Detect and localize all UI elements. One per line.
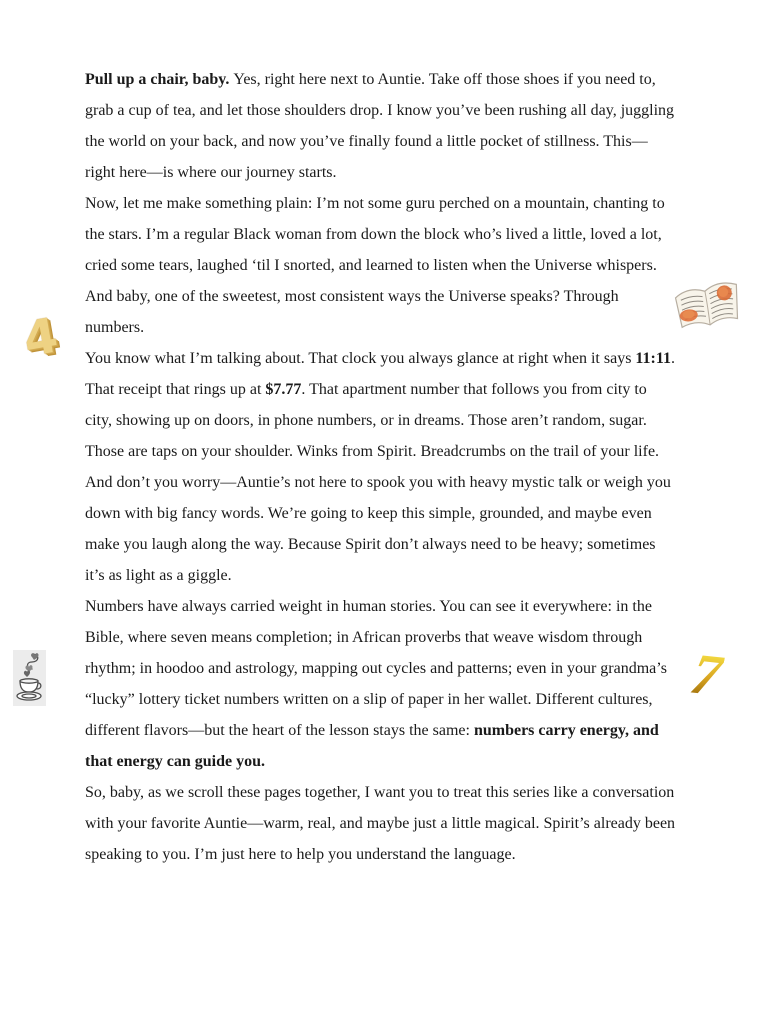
text-line: that energy can guide you. (85, 753, 265, 770)
text-line: Pull up a chair, baby. Yes, right here next to Auntie. Take off those shoes if you need to, (85, 71, 656, 88)
text-line: And baby, one of the sweetest, most consistent ways the Universe speaks? Through (85, 288, 619, 305)
text-line: speaking to you. I’m just here to help you understand the language. (85, 846, 516, 863)
text-line: numbers. (85, 319, 145, 336)
text-line: Those are taps on your shoulder. Winks from Spirit. Breadcrumbs on the trail of your life. (85, 443, 660, 460)
text-line: cried some tears, laughed ‘til I snorted, and learned to listen when the Universe whispers. (85, 257, 657, 274)
text-line: grab a cup of tea, and let those shoulders drop. I know you’ve been rushing all day, juggling (85, 102, 675, 119)
text-line: So, baby, as we scroll these pages together, I want you to treat this series like a conversation (85, 784, 675, 801)
text-line: it’s as light as a giggle. (85, 567, 232, 584)
text-line: rhythm; in hoodoo and astrology, mapping out cycles and patterns; even in your grandma’s (85, 660, 667, 677)
text-line: Numbers have always carried weight in human stories. You can see it everywhere: in the (85, 598, 652, 615)
text-line: city, showing up on doors, in phone numbers, or in dreams. Those aren’t random, sugar. (85, 412, 647, 429)
gold-numeral-7: 7 (685, 641, 728, 708)
teacup-icon (13, 650, 46, 706)
text-line: And don’t you worry—Auntie’s not here to spook you with heavy mystic talk or weigh you (85, 474, 671, 491)
open-book-icon (671, 279, 745, 337)
text-line: Bible, where seven means completion; in African proverbs that weave wisdom through (85, 629, 643, 646)
text-line: with your favorite Auntie—warm, real, and maybe just a little magical. Spirit’s already been (85, 815, 676, 832)
gold-numeral-4: 4 (19, 307, 63, 369)
text-lines (85, 64, 717, 870)
text-line: right here—is where our journey starts. (85, 164, 337, 181)
text-line: make you laugh along the way. Because Spirit don’t always need to be heavy; sometimes (85, 536, 656, 553)
text-line: different flavors—but the heart of the lesson stays the same: numbers carry energy, and (85, 722, 659, 739)
text-line: down with big fancy words. We’re going to keep this simple, grounded, and maybe even (85, 505, 652, 522)
text-line: the world on your back, and now you’ve finally found a little pocket of stillness. This— (85, 133, 648, 150)
text-line: That receipt that rings up at $7.77. That apartment number that follows you from city to (85, 381, 647, 398)
text-line: “lucky” lottery ticket numbers written on a slip of paper in her wallet. Different cultures, (85, 691, 653, 708)
text-line: Now, let me make something plain: I’m not some guru perched on a mountain, chanting to (85, 195, 665, 212)
text-line: the stars. I’m a regular Black woman from down the block who’s lived a little, loved a lot, (85, 226, 662, 243)
text-line: You know what I’m talking about. That clock you always glance at right when it says 11:11. (85, 350, 675, 367)
